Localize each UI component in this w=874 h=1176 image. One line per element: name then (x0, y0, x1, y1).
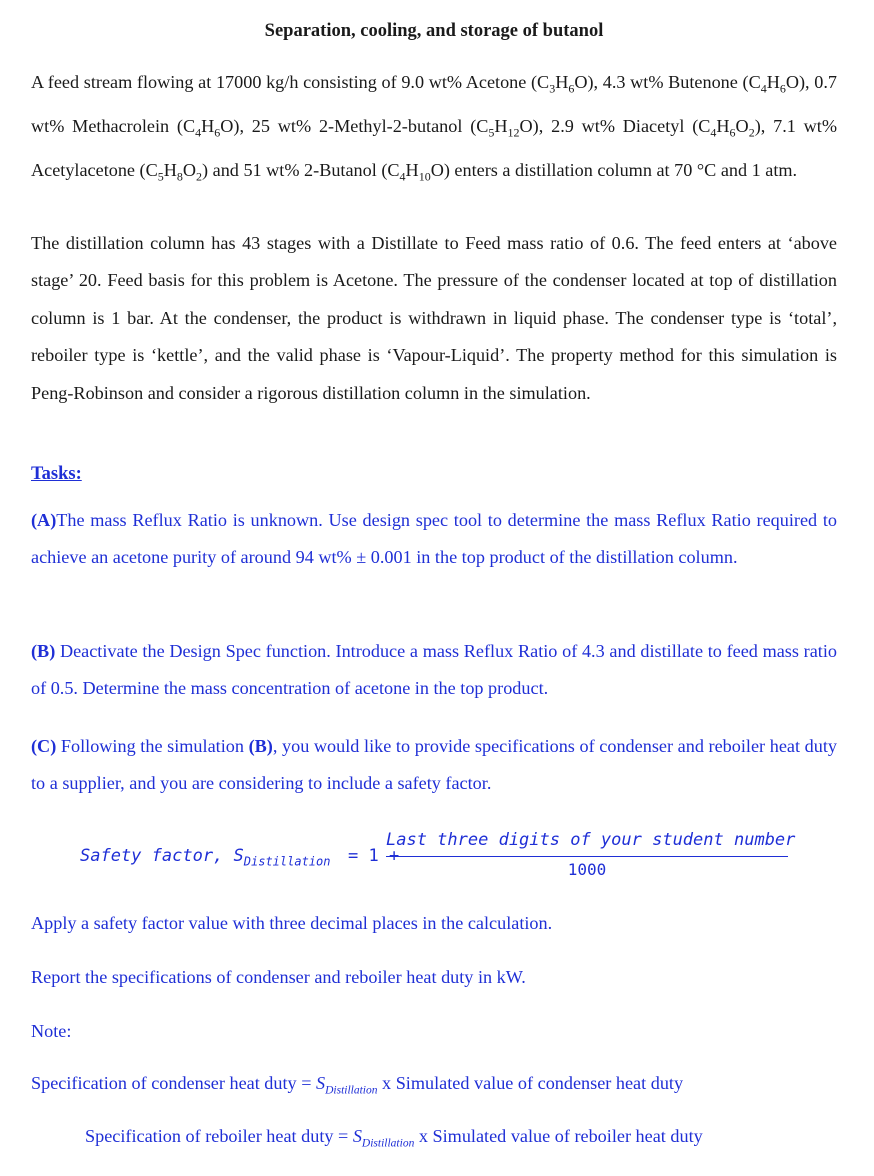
task-c-text-1: Following the simulation (56, 736, 249, 756)
task-b-label: (B) (31, 641, 56, 661)
equation-operator: = 1 + (348, 846, 400, 866)
equation-denominator: 1000 (567, 860, 607, 879)
task-c-label: (C) (31, 736, 57, 756)
condenser-spec-formula: Specification of condenser heat duty = $S_{Distillation}$ x Simulated value of condenser heat duty (31, 1073, 684, 1097)
fraction-bar (386, 856, 788, 857)
note-label: Note: (31, 1021, 72, 1041)
task-a-label: (A) (31, 510, 57, 530)
task-c (31, 728, 837, 803)
intro-paragraph-1: A feed stream flowing at 17000 kg/h consisting of 9.0 wt% Acetone $(C_3H_6O)$, 4.3 wt% Butenone $(C_4H_6O)$, 0.7 wt% Methacrolein $(C_4H_6O)$, 25 wt% 2-Methyl-2-butanol $(C_5H_{12}O)$, 2.9 wt% Diacetyl $(C_4H_6O_2)$, 7.1 wt% Acetylacetone $(C_5H_8O_2)$ and 51 wt% 2-Butanol $(C_4H_{10}O)$ enters a distillation column at 70 °C and 1 atm. (31, 72, 837, 184)
equation-numerator: Last three digits of your student number (386, 830, 796, 850)
apply-instruction: Apply a safety factor value with three decimal places in the calculation. (31, 913, 553, 933)
task-c-ref: (B) (248, 736, 273, 756)
equation-lhs-subscript: Distillation (243, 854, 331, 869)
report-instruction: Report the specifications of condenser and reboiler heat duty in kW. (31, 967, 526, 987)
task-a (31, 502, 837, 577)
reboiler-spec-formula: Specification of reboiler heat duty = $S_{Distillation}$ x Simulated value of reboiler heat duty (85, 1126, 703, 1150)
task-b (31, 633, 837, 708)
task-c-text-2: , you would like to provide specifications of condenser and reboiler heat duty to a supplier, and you are considering to include a safety factor. (31, 736, 837, 794)
intro-paragraph-2: The distillation column has 43 stages with a Distillate to Feed mass ratio of 0.6. The feed enters at ‘above stage’ 20. Feed basis for this problem is Acetone. The pressure of the condenser located at top of distillation column is 1 bar. At the condenser, the product is withdrawn in liquid phase. The condenser type is ‘total’, reboiler type is ‘kettle’, and the valid phase is ‘Vapour-Liquid’. The property method for this simulation is Peng-Robinson and consider a rigorous distillation column in the simulation. (31, 233, 837, 403)
task-b-text: Deactivate the Design Spec function. Introduce a mass Reflux Ratio of 4.3 and distillate to feed mass ratio of 0.5. Determine the mass concentration of acetone in the top product. (31, 641, 837, 699)
equation-lhs: Safety factor, $S_{Distillation}$ (80, 846, 331, 869)
task-a-text: The mass Reflux Ratio is unknown. Use design spec tool to determine the mass Reflux Ratio required to achieve an acetone purity of around 94 wt% ± 0.001 in the top product of the distillation column. (31, 510, 837, 568)
tasks-heading: Tasks: (31, 464, 82, 484)
document-title: Separation, cooling, and storage of butanol (264, 21, 604, 41)
